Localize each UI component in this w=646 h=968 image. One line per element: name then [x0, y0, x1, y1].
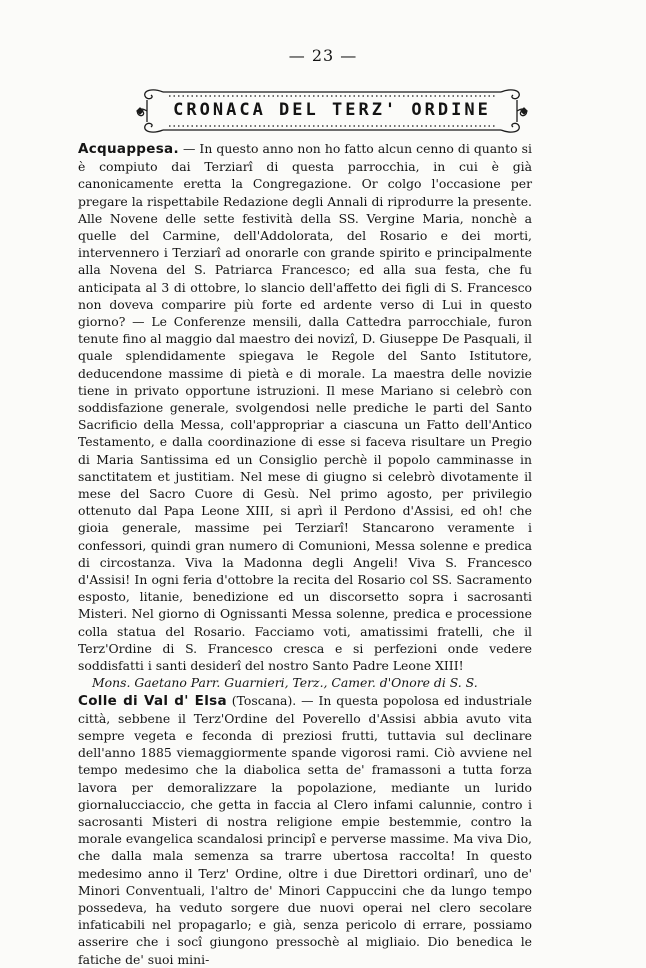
- page-number: — 23 —: [288, 46, 358, 65]
- place-region: (Toscana).: [226, 692, 297, 708]
- section-banner: [133, 86, 531, 136]
- section-title: CRONACA DEL TERZ' ORDINE: [173, 100, 491, 120]
- place-name: Colle di Val d' Elsa: [78, 692, 227, 709]
- article-acquappesa: [78, 140, 532, 674]
- article-colle: [78, 692, 532, 968]
- article-text: — In questa popolosa ed industriale città, sebbene il Terz'Ordine del Poverello d'Assisi abbia avuto vita sempre vegeta e feconda di preziosi frutti, tuttavia sul declinare dell'anno 1885 viemaggiormente spande vigorosi rami. Ciò avviene nel tempo medesimo che la diabolica setta de' framassoni a tutta forza lavora per demoralizzare la popolazione, mediante un lurido giornalucciaccio, che getta in faccia al Clero infami calunnie, contro i sacrosanti Misteri di nostra religione empie bestemmie, contro la morale evangelica scandalosi principî e perverse massime. Ma viva Dio, che dalla mala semenza sa trarre ubertosa raccolta! In questo medesimo anno il Terz' Ordine, oltre i due Direttori ordinarî, uno de' Minori Conventuali, l'altro de' Minori Cappuccini che da lungo tempo possedeva, ha veduto sorgere due nuovi operai nel clero secolare infaticabili nel propagarlo; e già, senza pericolo di errare, possiamo asserire che i socî giungono pressochè al migliaio. Dio benedica le fatiche de' suoi mini-: [78, 692, 532, 967]
- place-name: Acquappesa.: [78, 141, 179, 157]
- article-signature: Mons. Gaetano Parr. Guarnieri, Terz., Camer. d'Onore di S. S.: [92, 675, 478, 691]
- article-body: [78, 140, 532, 968]
- article-text: — In questo anno non ho fatto alcun cenno di quanto si è compiuto dai Terziarî di questa parrocchia, in cui è già canonicamente eretta la Congregazione. Or colgo l'occasione per pregare la rispettabile Redazione degli Annali di riprodurre la presente. Alle Novene delle sette festività della SS. Vergine Maria, nonchè a quelle del Carmine, dell'Addolorata, del Rosario e dei morti, intervennero i Terziarî ad onorarle con grande spirito e principalmente alla Novena del S. Patriarca Francesco; ed alla sua festa, che fu anticipata al 3 di ottobre, lo slancio dell'affetto dei figli di S. Francesco non doveva comparire più forte ed ardente verso di Lui in questo giorno? — Le Conferenze mensili, dalla Cattedra parrocchiale, furon tenute fino al maggio dal maestro dei novizî, D. Giuseppe De Pasquali, il quale splendidamente spiegava le Regole del Santo Istitutore, deducendone massime di pietà e di morale. La maestra delle novizie tiene in privato opportune istruzioni. Il mese Mariano si celebrò con soddisfazione generale, svolgendosi nelle prediche le parti del Santo Sacrificio della Messa, coll'appropriar a ciascuna un Fatto dell'Antico Testamento, e dalla coordinazione di esse si faceva risultare un Pregio di Maria Santissima ed un Consiglio perchè il popolo camminasse in sanctitatem et justitiam. Nel mese di giugno si celebrò divotamente il mese del Sacro Cuore di Gesù. Nel primo agosto, per privilegio ottenuto dal Papa Leone XIII, si aprì il Perdono d'Assisi, ed oh! che gioia generale, massime pei Terziarî! Stancarono veramente i confessori, quindi gran numero di Comunioni, Messa solenne e predica di circostanza. Viva la Madonna degli Angeli! Viva S. Francesco d'Assisi! In ogni feria d'ottobre la recita del Rosario col SS. Sacramento esposto, litanie, benedizione ed un discorsetto sopra i sacrosanti Misteri. Nel giorno di Ognissanti Messa solenne, predica e processione colla statua del Rosario. Facciamo voti, amatissimi fratelli, che il Terz'Ordine di S. Francesco cresca e si perfezioni onde vedere soddisfatti i santi desiderî del nostro Santo Padre Leone XIII!: [78, 141, 532, 674]
